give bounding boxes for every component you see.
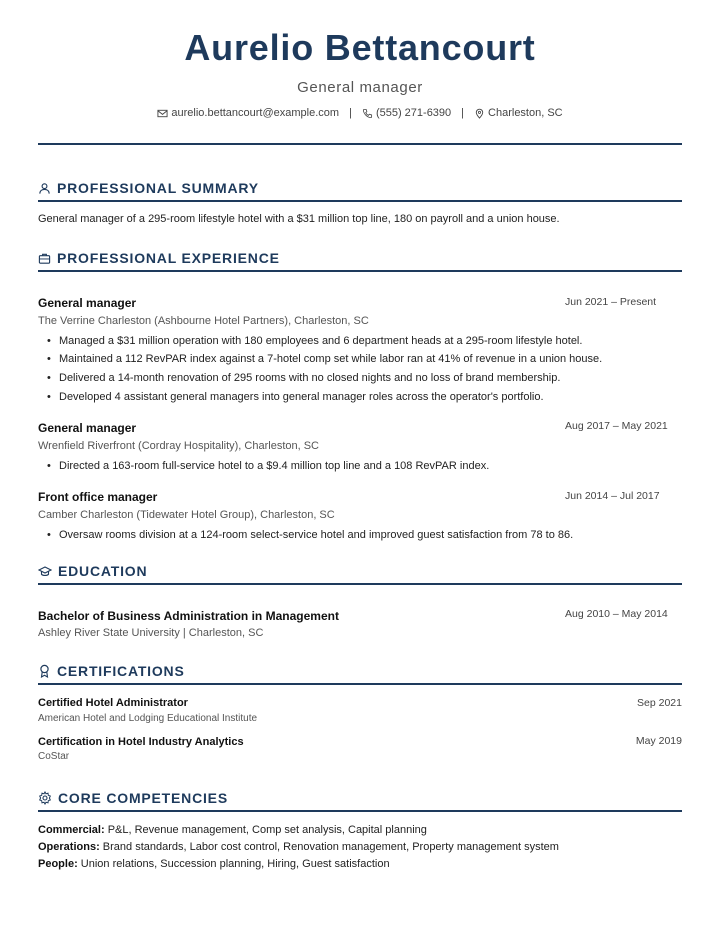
section-title: EDUCATION [58, 563, 148, 579]
competency-label: People: [38, 858, 78, 870]
competency-row [38, 841, 559, 853]
email-text: aurelio.bettancourt@example.com [171, 107, 340, 119]
competency-label: Commercial: [38, 824, 105, 836]
job-dates: Jun 2014 – Jul 2017 [565, 490, 660, 502]
job-bullet: • Delivered a 14-month renovation of 295 rooms with no closed nights and no loss of brand membership. [59, 372, 560, 384]
section-competencies-heading [38, 790, 682, 812]
certification-issuer: CoStar [38, 751, 70, 762]
section-title: CORE COMPETENCIES [58, 790, 228, 806]
header-divider [38, 143, 682, 145]
section-summary-heading [38, 180, 682, 202]
certification-issuer: American Hotel and Lodging Educational Institute [38, 713, 258, 724]
gear-icon [38, 791, 52, 805]
education-dates: Aug 2010 – May 2014 [565, 608, 668, 620]
contact-phone[interactable] [362, 107, 451, 119]
location-text: Charleston, SC [488, 107, 563, 119]
job-dates: Jun 2021 – Present [565, 296, 657, 308]
competency-value: P&L, Revenue management, Comp set analysis, Capital planning [107, 824, 427, 836]
summary-text: General manager of a 295-room lifestyle hotel with a $31 million top line, 180 on payroll and a union house. [38, 213, 560, 225]
job-company: The Verrine Charleston (Ashbourne Hotel Partners), Charleston, SC [38, 315, 369, 327]
degree-title: Bachelor of Business Administration in Management [38, 609, 339, 623]
person-icon [38, 182, 51, 195]
competency-value: Union relations, Succession planning, Hiring, Guest satisfaction [80, 858, 390, 870]
job-company: Camber Charleston (Tidewater Hotel Group), Charleston, SC [38, 509, 335, 521]
section-title: CERTIFICATIONS [57, 663, 185, 679]
contact-separator: | [461, 107, 465, 119]
section-title: PROFESSIONAL SUMMARY [57, 180, 259, 196]
job-bullet: • Maintained a 112 RevPAR index against a 7-hotel comp set while labor ran at 41% of revenue in a union house. [59, 353, 602, 365]
section-title: PROFESSIONAL EXPERIENCE [57, 250, 280, 266]
graduation-cap-icon [38, 565, 52, 578]
certification-name: Certified Hotel Administrator [38, 697, 188, 709]
candidate-name: Aurelio Bettancourt [184, 27, 536, 68]
phone-icon [362, 108, 373, 119]
school-name: Ashley River State University | Charleston, SC [38, 627, 264, 639]
job-title: General manager [38, 421, 137, 435]
award-ribbon-icon [38, 664, 51, 678]
job-title: Front office manager [38, 490, 158, 504]
briefcase-icon [38, 252, 51, 265]
section-education-heading [38, 563, 682, 585]
job-company: Wrenfield Riverfront (Cordray Hospitality), Charleston, SC [38, 440, 319, 452]
certification-name: Certification in Hotel Industry Analytics [38, 736, 244, 748]
contact-location [474, 107, 563, 119]
section-experience-heading [38, 250, 682, 272]
candidate-headline: General manager [297, 79, 423, 96]
job-bullet: • Developed 4 assistant general managers into general manager roles across the operator's portfolio. [59, 391, 544, 403]
competency-row [38, 824, 427, 836]
certification-date: May 2019 [635, 735, 682, 747]
competency-row [38, 858, 390, 870]
phone-text: (555) 271-6390 [375, 107, 452, 119]
contact-line [0, 107, 720, 119]
certification-date: Sep 2021 [637, 697, 682, 709]
job-bullet: • Oversaw rooms division at a 124-room select-service hotel and improved guest satisfaction from 78 to 86. [59, 529, 573, 541]
section-certifications-heading [38, 663, 682, 685]
competency-label: Operations: [38, 841, 100, 853]
job-title: General manager [38, 296, 137, 310]
envelope-icon [157, 108, 168, 119]
job-bullet: • Directed a 163-room full-service hotel to a $9.4 million top line and a 108 RevPAR index. [59, 460, 489, 472]
location-pin-icon [474, 108, 485, 119]
contact-email[interactable] [157, 107, 339, 119]
competency-value: Brand standards, Labor cost control, Renovation management, Property management system [102, 841, 559, 853]
job-bullet: • Managed a $31 million operation with 180 employees and 6 department heads at a 295-room lifestyle hotel. [59, 335, 582, 347]
job-dates: Aug 2017 – May 2021 [565, 420, 668, 432]
contact-separator: | [349, 107, 352, 119]
